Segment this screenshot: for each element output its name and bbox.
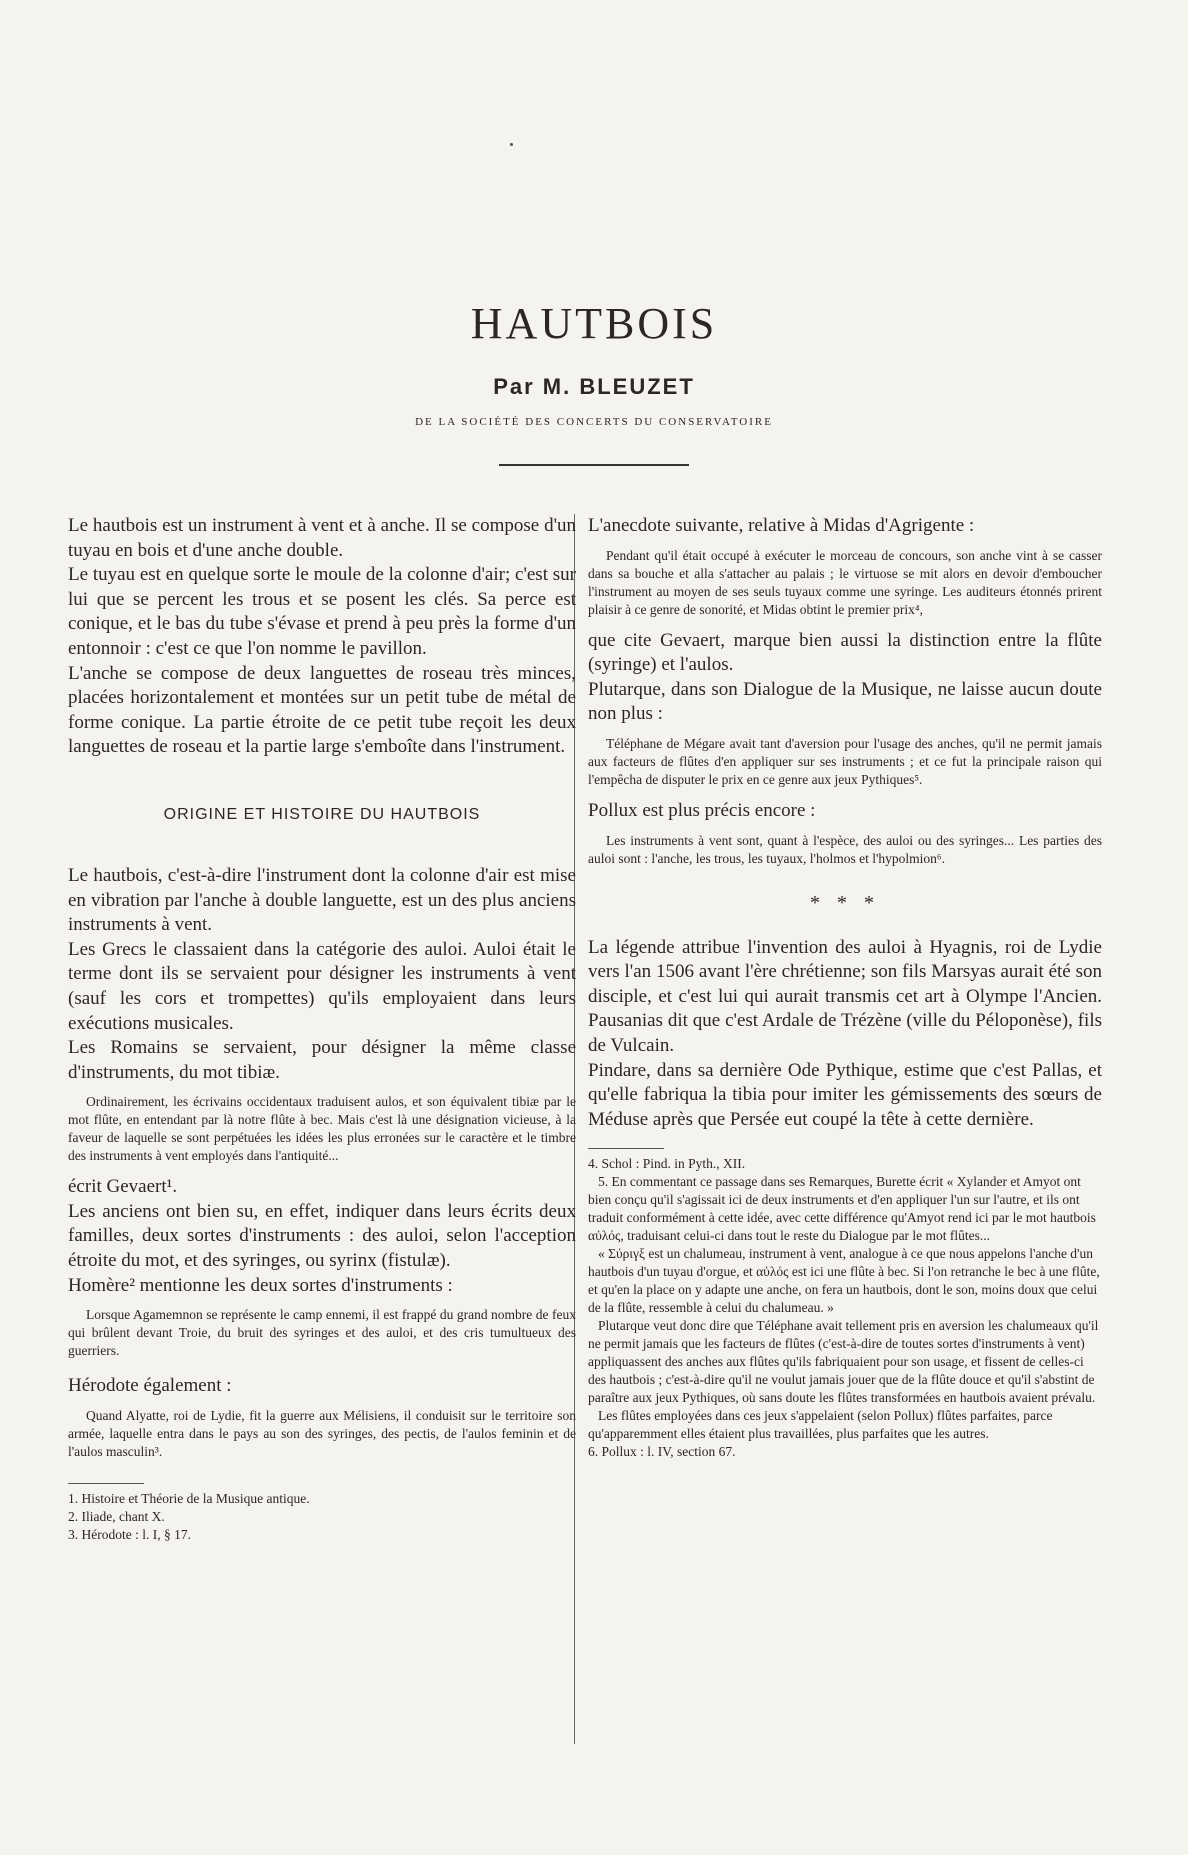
block-quote: Lorsque Agamemnon se représente le camp ennemi, il est frappé du grand nombre de feux qui brûlent devant Troie, du bruit des syringes et des auloi, et des cris tumultueux des guerriers. <box>68 1307 576 1359</box>
paragraph: L'anche se compose de deux languettes de roseau très minces, placées horizontalement et montées sur un petit tube de métal de forme conique. La partie étroite de ce petit tube reçoit les deux languettes de roseau et la partie large s'emboîte dans l'instrument. <box>68 662 576 758</box>
paragraph: La légende attribue l'invention des auloi à Hyagnis, roi de Lydie vers l'an 1506 avant l'ère chrétienne; son fils Marsyas aurait été son disciple, et c'est lui qui aurait transmis cet art à Olympe l'Ancien. Pausanias dit que c'est Ardale de Trézène (ville du Péloponèse), fils de Vulcain. <box>588 936 1102 1056</box>
footnote-rule <box>68 1483 144 1484</box>
right-column <box>588 514 1102 1461</box>
block-quote: Pendant qu'il était occupé à exécuter le morceau de concours, son anche vint à se casser dans sa bouche et alla s'attacher au palais ; le virtuose se mit alors en devoir d'emboucher l'instrument au moyen de ses seuls tuyaux comme une syringe. Les auditeurs étonnés prirent plaisir à ce genre de sonorité, et Midas obtint le premier prix⁴, <box>588 547 1102 617</box>
block-quote: Ordinairement, les écrivains occidentaux traduisent aulos, et son équivalent tibiæ par le mot flûte, en entendant par là notre flûte à bec. Mais c'est là une désignation vicieuse, à la faveur de laquelle se sont perpétuées les idées les plus erronées sur le caractère et le timbre des instruments à vent employés dans l'antiquité... <box>68 1094 576 1164</box>
footnote: Plutarque veut donc dire que Téléphane avait tellement pris en aversion les chalumeaux qu'il ne permit jamais que les facteurs de flûtes (c'est-à-dire de toutes sortes d'instruments à vent) appliquassent des anches aux flûtes qu'ils fabriquaient pour son usage, et fissent de celles-ci des hautbois ; c'est-à-dire qu'il ne voulut jamais jouer que de la flûte douce et qu'il s'abstint de paraître aux jeux Pythiques, où sans doute les flûtes transformées en hautbois avaient prévalu. <box>588 1318 1099 1406</box>
paragraph: écrit Gevaert¹. <box>68 1176 178 1198</box>
author-affiliation: DE LA SOCIÉTÉ DES CONCERTS DU CONSERVATOIRE <box>415 416 773 428</box>
article-header <box>0 298 1188 466</box>
footnote: 6. Pollux : l. IV, section 67. <box>588 1444 736 1460</box>
paragraph: Les anciens ont bien su, en effet, indiquer dans leurs écrits deux familles, deux sortes d'instruments : des auloi, selon l'acception étroite du mot, et des syringes, ou syrinx (fistulæ). <box>68 1200 576 1272</box>
paragraph: Le tuyau est en quelque sorte le moule de la colonne d'air; c'est sur lui que se percent les trous et se posent les clés. Sa perce est conique, et le bas du tube s'évase et prend à peu près la forme d'un entonnoir : c'est ce que l'on nomme le pavillon. <box>68 564 576 659</box>
author-byline: Par M. BLEUZET <box>493 374 695 399</box>
section-ornament: * * * <box>810 891 880 914</box>
footnote: 2. Iliade, chant X. <box>68 1508 165 1524</box>
left-column <box>68 514 576 1544</box>
paragraph: que cite Gevaert, marque bien aussi la distinction entre la flûte (syringe) et l'aulos. <box>588 629 1102 676</box>
block-quote: Téléphane de Mégare avait tant d'aversion pour l'usage des anches, qu'il ne permit jamais aux facteurs de flûtes d'en appliquer sur ses instruments ; et ce fut la principale raison qui l'empêcha de disputer le prix en ce genre aux jeux Pythiques⁵. <box>588 735 1102 787</box>
footnote: 3. Hérodote : l. I, § 17. <box>68 1526 191 1542</box>
page-title: HAUTBOIS <box>470 299 718 348</box>
footnote: Les flûtes employées dans ces jeux s'appelaient (selon Pollux) flûtes parfaites, parce qu'apparemment elles étaient plus travaillées, plus parfaites que les autres. <box>588 1408 1053 1442</box>
paragraph: Le hautbois, c'est-à-dire l'instrument dont la colonne d'air est mise en vibration par l'anche à double languette, est un des plus anciens instruments à vent. <box>68 864 576 936</box>
paragraph: Homère² mentionne les deux sortes d'instruments : <box>68 1274 453 1296</box>
footnote: 4. Schol : Pind. in Pyth., XII. <box>588 1156 746 1172</box>
section-heading: ORIGINE ET HISTOIRE DU HAUTBOIS <box>163 805 481 823</box>
paragraph: Pindare, dans sa dernière Ode Pythique, estime que c'est Pallas, et qu'elle fabriqua la tibia pour imiter les gémissements des sœurs de Méduse après que Persée eut coupé la tête à cette dernière. <box>588 1059 1102 1130</box>
paragraph: Les Romains se servaient, pour désigner la même classe d'instruments, du mot tibiæ. <box>68 1037 576 1083</box>
paragraph: Plutarque, dans son Dialogue de la Musique, ne laisse aucun doute non plus : <box>588 678 1102 725</box>
footnote: 5. En commentant ce passage dans ses Remarques, Burette écrit « Xylander et Amyot ont bien conçu qu'il s'agissait ici de deux instruments et d'en appliquer l'un sur l'autre, et ils ont traduit conformément à cette idée, avec cette différence qu'Amyot rend ici par le mot hautbois αὐλός, traduisant celui-ci dans tout le reste du Dialogue par le mot flûtes... <box>588 1174 1096 1244</box>
header-rule <box>499 464 689 466</box>
print-speck <box>510 143 513 146</box>
block-quote: Quand Alyatte, roi de Lydie, fit la guerre aux Mélisiens, il conduisit sur le territoire son armée, laquelle entra dans le pays au son des syringes, des pectis, de l'aulos feminin et de l'aulos masculin³. <box>68 1407 576 1459</box>
footnote: « Σύριγξ est un chalumeau, instrument à vent, analogue à ce que nous appelons l'anche d'un hautbois d'un tuyau d'orgue, et αὐλός est ici une flûte à bec. Si l'on retranche le bec à une flûte, et qu'en la place on y adapte une anche, on fera un hautbois, dont le son, moins doux que celui de la flûte, ressemble à celui du chalumeau. » <box>588 1246 1100 1316</box>
paragraph: Le hautbois est un instrument à vent et à anche. Il se compose d'un tuyau en bois et d'une anche double. <box>68 515 576 561</box>
paragraph: Pollux est plus précis encore : <box>588 799 816 821</box>
paragraph: Les Grecs le classaient dans la catégorie des auloi. Auloi était le terme dont ils se servaient pour désigner les instruments à vent (sauf les cors et trompettes) qu'ils employaient dans leurs exécutions musicales. <box>68 938 576 1034</box>
paragraph: Hérodote également : <box>68 1375 232 1397</box>
paragraph: L'anecdote suivante, relative à Midas d'Agrigente : <box>588 515 975 536</box>
footnote: 1. Histoire et Théorie de la Musique antique. <box>68 1490 310 1506</box>
block-quote: Les instruments à vent sont, quant à l'espèce, des auloi ou des syringes... Les parties des auloi sont : l'anche, les trous, les tuyaux, l'holmos et l'hypolmion⁶. <box>588 832 1102 866</box>
footnote-rule <box>588 1148 664 1149</box>
